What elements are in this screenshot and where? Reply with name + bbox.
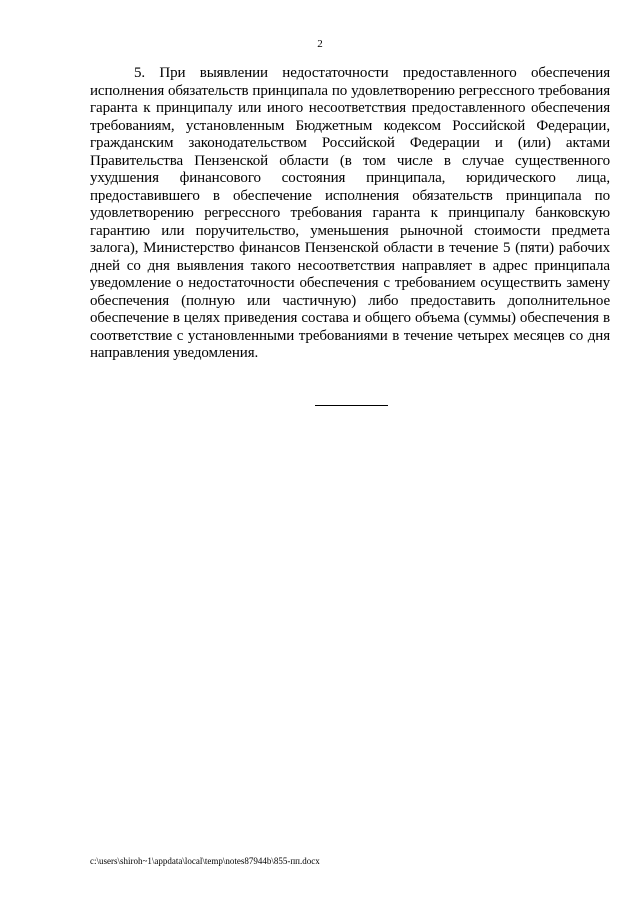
end-separator-line	[315, 405, 388, 406]
page-number: 2	[317, 38, 323, 50]
body-paragraph: 5. При выявлении недостаточности предоставленного обеспечения исполнения обязательств принципала по удовлетворению регрессного требования гаранта к принципалу или иного несоответствия предоставленного обеспечения требованиям, установленным Бюджетным кодексом Российской Федерации, гражданским законодательством Российской Федерации и (или) актами Правительства Пензенской области (в том числе в случае существенного ухудшения финансового состояния принципала, юридического лица, предоставившего в обеспечение исполнения обязательств принципала по удовлетворению регрессного требования гаранта к принципалу банковскую гарантию или поручительство, уменьшения рыночной стоимости предмета залога), Министерство финансов Пензенской области в течение 5 (пяти) рабочих дней со дня выявления такого несоответствия направляет в адрес принципала уведомление о недостаточности обеспечения с требованием осуществить замену обеспечения (полную или частичную) либо предоставить дополнительное обеспечение в целях приведения состава и общего объема (суммы) обеспечения в соответствие с установленными требованиями в течение четырех месяцев со дня направления уведомления.	[90, 65, 610, 361]
footer-file-path: c:\users\shiroh~1\appdata\local\temp\notes87944b\855-пп.docx	[90, 856, 320, 866]
